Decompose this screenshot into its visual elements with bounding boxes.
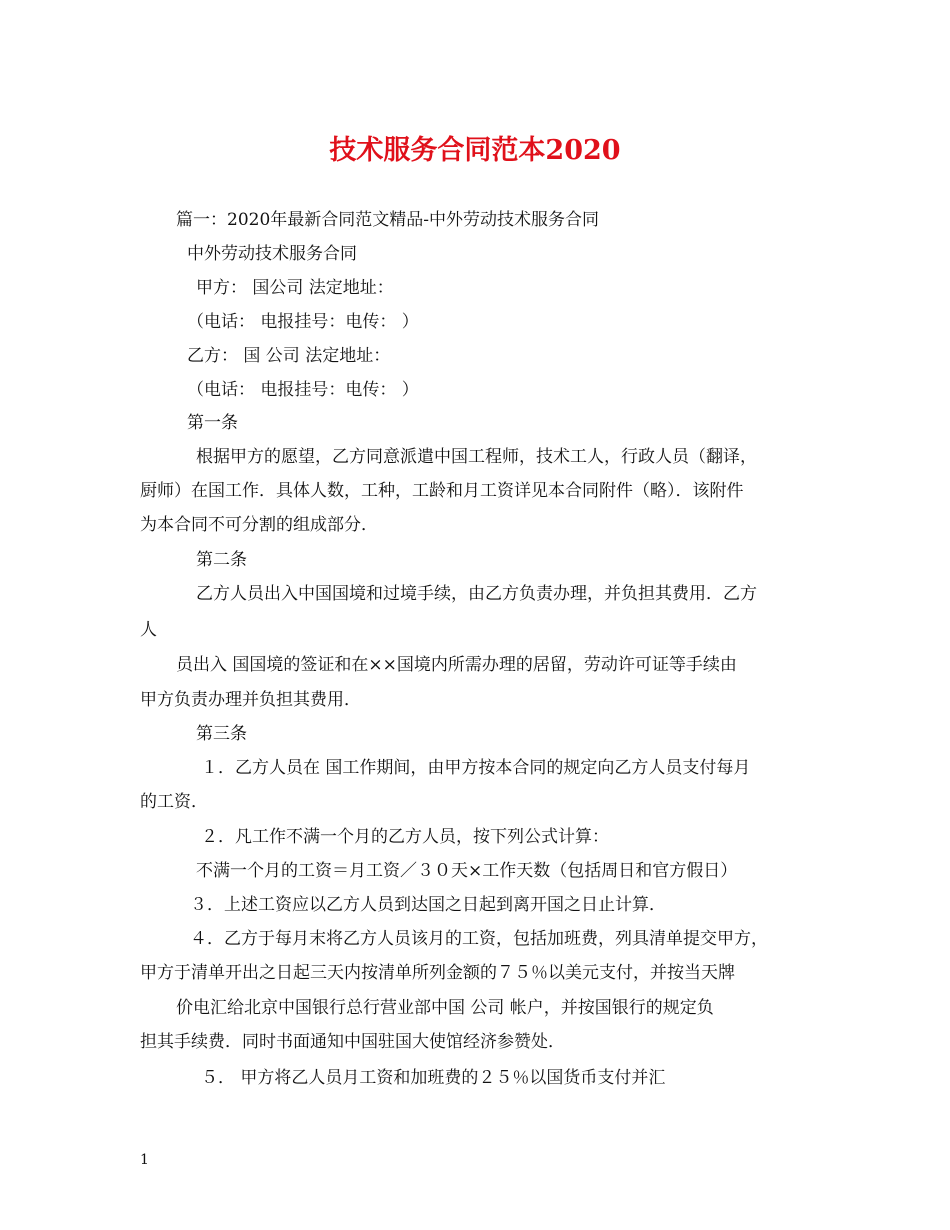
section-heading: 第二条: [196, 550, 247, 570]
text-line: ３．上述工资应以乙方人员到达国之日起到离开国之日止计算．: [190, 895, 666, 915]
text-line: ４．乙方于每月末将乙方人员该月的工资，包括加班费，列具清单提交甲方，: [190, 929, 768, 949]
text-line: 员出入 国国境的签证和在××国境内所需办理的居留，劳动许可证等手续由: [176, 655, 737, 675]
text-line: 为本合同不可分割的组成部分．: [140, 515, 378, 535]
text-line: 甲方于清单开出之日起三天内按清单所列金额的７５％以美元支付，并按当天牌: [140, 963, 735, 983]
section-heading: 第一条: [187, 413, 238, 433]
text-line: 甲方： 国公司 法定地址：: [196, 278, 394, 298]
text-line: １．乙方人员在 国工作期间，由甲方按本合同的规定向乙方人员支付每月: [201, 758, 751, 778]
text-line: 价电汇给北京中国银行总行营业部中国 公司 帐户，并按国银行的规定负: [176, 998, 714, 1018]
text-line: 乙方： 国 公司 法定地址：: [187, 346, 391, 366]
text-line: （电话： 电报挂号：电传： ）: [187, 312, 419, 332]
text-line: 的工资．: [140, 792, 208, 812]
text-line: 甲方负责办理并负担其费用．: [140, 690, 361, 710]
page-number: 1: [140, 1152, 149, 1168]
text-line: ５． 甲方将乙人员月工资和加班费的２５％以国货币支付并汇: [201, 1068, 666, 1088]
text-line: 篇一：2020年最新合同范文精品-中外劳动技术服务合同: [176, 210, 600, 230]
text-line: 中外劳动技术服务合同: [187, 244, 357, 264]
text-line: ２．凡工作不满一个月的乙方人员，按下列公式计算：: [201, 827, 609, 847]
formula-line: 不满一个月的工资＝月工资／３０天×工作天数（包括周日和官方假日）: [196, 861, 738, 881]
text-line: （电话： 电报挂号：电传： ）: [187, 380, 419, 400]
text-line: 人: [140, 620, 157, 640]
text-line: 厨师）在国工作．具体人数，工种，工龄和月工资详见本合同附件（略）．该附件: [140, 481, 744, 501]
text-line: 乙方人员出入中国国境和过境手续，由乙方负责办理，并负担其费用．乙方: [196, 584, 757, 604]
text-line: 担其手续费．同时书面通知中国驻国大使馆经济参赞处．: [140, 1032, 565, 1052]
document-title: 技术服务合同范本2020: [329, 135, 621, 166]
section-heading: 第三条: [196, 724, 247, 744]
text-line: 根据甲方的愿望，乙方同意派遣中国工程师，技术工人，行政人员（翻译，: [196, 447, 757, 467]
